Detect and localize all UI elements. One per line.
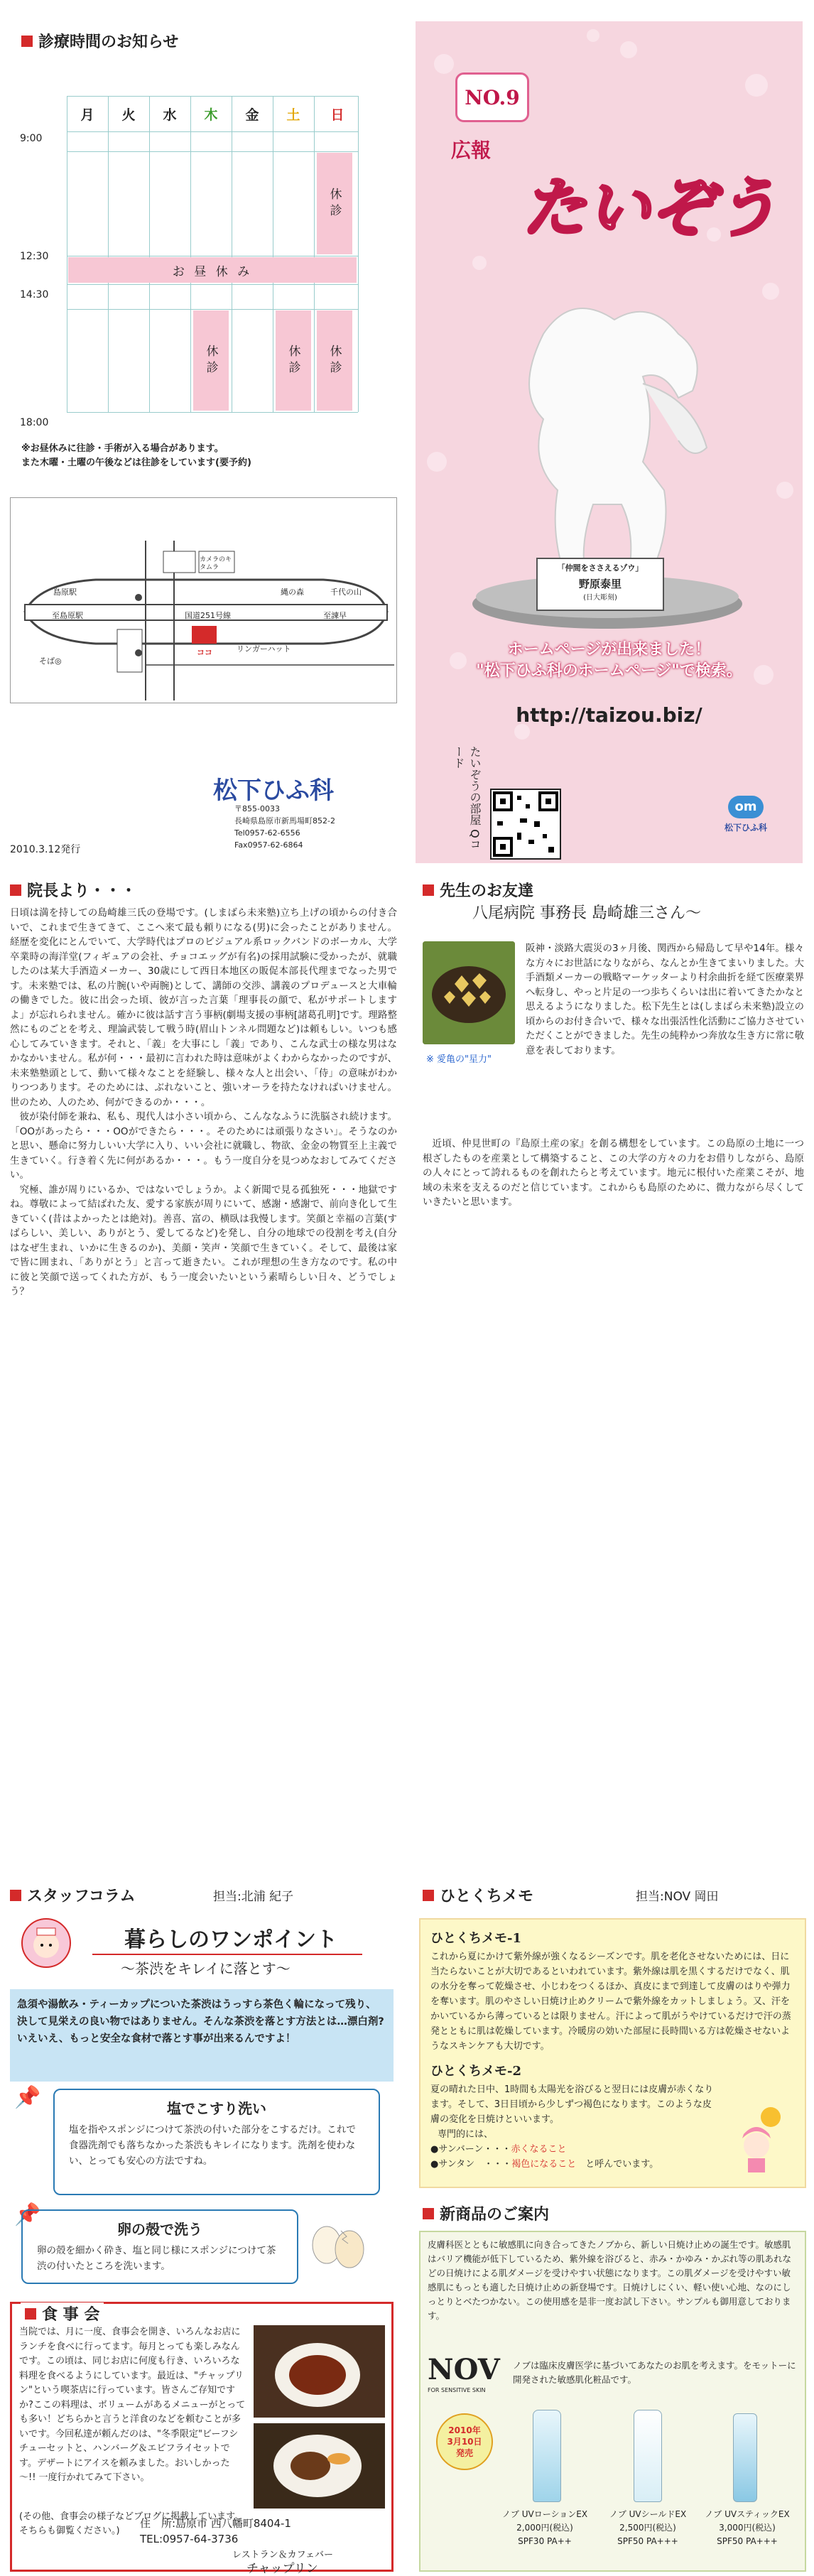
staff-author: 担当:北浦 紀子 xyxy=(213,1890,294,1904)
bullet-square-icon xyxy=(423,884,434,896)
clinic-postal: 〒855-0033 xyxy=(234,804,280,813)
map-label: 島原駅 xyxy=(53,588,77,597)
grid-line xyxy=(190,96,191,412)
product-name: ノブ UVシールドEX xyxy=(609,2509,687,2519)
sun-girl-graphic xyxy=(728,2103,792,2174)
friend-subheading: 八尾病院 事務長 島崎雄三さん～ xyxy=(472,904,701,922)
statue-plaque xyxy=(536,558,664,611)
product-bottle-1-icon xyxy=(533,2410,561,2502)
memo2-item-prefix: ●サンタン ・・・ xyxy=(430,2159,512,2170)
memo1-title: ひとくちメモ-1 xyxy=(430,1931,521,1946)
memo2-tail: と呼んでいます。 xyxy=(585,2159,659,2170)
issue-number-badge: NO.9 xyxy=(455,72,529,122)
om-logo-icon: om xyxy=(728,796,764,818)
memo2-list-head: 専門的には、 xyxy=(438,2129,494,2140)
shop-info xyxy=(140,2516,291,2547)
director-body xyxy=(10,906,397,1847)
director-heading: 院長より・・・ xyxy=(10,879,136,901)
stew-plate-image xyxy=(254,2325,385,2418)
plaque-sub: (日大彫刻) xyxy=(583,594,617,602)
sunday-am-closed: 休診 xyxy=(317,153,352,254)
memo2-item-prefix: ●サンバーン・・・ xyxy=(430,2144,511,2155)
kouhou-label: 広報 xyxy=(451,139,492,162)
product-price: 2,000円(税込) xyxy=(516,2523,573,2533)
time-label: 14:30 xyxy=(20,289,49,301)
product-spf: SPF50 PA+++ xyxy=(717,2536,778,2546)
bullet-square-icon xyxy=(10,1890,21,1901)
announce-line: "松下ひふ科のホームページ"で検索。 xyxy=(476,662,742,680)
issue-date: 2010.3.12発行 xyxy=(10,844,81,855)
map-label: カメラのキタムラ xyxy=(200,556,232,571)
day-mon: 月 xyxy=(80,107,94,123)
pushpin-icon: 📌 xyxy=(14,2085,41,2110)
tip1-body: 塩を指やスポンジにつけて茶渋の付いた部分をこするだけ。これで食器洗剤でも落ちなかった茶渋もキレイになります。洗剤を使わない、とっても安心の方法ですね。 xyxy=(69,2124,356,2167)
map-here-label: ココ xyxy=(197,648,212,657)
schedule-note: また木曜・土曜の午後などは往診をしています(要予約) xyxy=(21,458,251,468)
cover-panel xyxy=(416,21,803,863)
staff-subtitle: ～茶渋をキレイに落とす～ xyxy=(121,1960,291,1977)
day-wed: 水 xyxy=(163,107,177,123)
plaque-name: 野原泰里 xyxy=(578,578,622,590)
product-name: ノブ UVスティックEX xyxy=(705,2509,790,2519)
nurse-illustration-icon xyxy=(21,1918,71,1968)
memo2-body: 夏の晴れた日中、1時間も太陽光を浴びると翌日には皮膚が赤くなります。そして、3日目頃から少しずつ褐色になります。このような皮膚の変化を日焼けといいます。 xyxy=(430,2084,714,2125)
clinic-tel: Tel0957-62-6556 xyxy=(234,828,300,838)
tip1-box xyxy=(53,2089,380,2195)
bullet-square-icon xyxy=(423,2208,434,2219)
access-map xyxy=(10,497,397,703)
map-graphic xyxy=(11,498,398,704)
director-paragraph: 彼が染付師を兼ね、私も、現代人は小さい頃から、こんななふうに洗脳され続けます。「OOがあったら・・・OOができたら・・・。そのためには頑張りなさい」。そうなのかと思い、懸命に努力しいい大学に入り、いい会社に就職し、物欲、金金の物質至上主義で生きていく。行き着く先に何があるか・・・。もう一度自分を見つめなおしてみてください。 xyxy=(10,1111,397,1181)
tip2-box xyxy=(21,2209,298,2284)
director-paragraph: 究極、誰が周りにいるか、ではないでしょうか。よく新聞で見る孤独死・・・地獄ですね。尊敬によって結ばれた友、愛する家族が周りにいて、感謝・感謝で、前向き化して生きていく(昔はよかったとは絶対)。善喜、富の、横臥は我慢します。笑顔と幸福の言葉(すばらしい、美しい、ありがとう、愛してるなど)を発し、自分の地球での役割を考え(自分はなぜ生まれ、いかに生きるのか)、美顔・笑声・笑顔で生きていく。そして、最後は家で皆に囲まれ、「ありがとう」と言って逝きたい。これが理想の生き方なのです。私の中に彼と笑顔で送ってくれた方が、もう一度会いたいという素晴らしい日々、どうでしょう？ xyxy=(10,1184,397,1297)
hitokuchi-heading: ひとくちメモ xyxy=(423,1884,533,1906)
map-label: そば◎ xyxy=(39,656,62,666)
clinic-name: 松下ひふ科 xyxy=(213,776,334,805)
thursday-pm-closed: 休診 xyxy=(193,310,229,411)
memo2-item-term: 赤くなること xyxy=(511,2144,567,2155)
shop-name: チャップリン xyxy=(246,2562,318,2576)
director-paragraph: 日頃は満を持しての島崎雄三氏の登場です。(しまばら未来塾)立ち上げの頃からの付き合いで、これまで生きてきて、ここへ来て最も頼りになる(男)に会ったことがありません。経歴を変化にとんでいて、大学時代はプロのビジュアル系ロックバンドのボーカル、大学卒業時の海洋堂(フィギュアの会社、チョコエッグが有名)の採用試験に受かったが、就職したのは某大手酒造メーカー、30歳にして西日本地区の販促本部長代理までなった男です。未来塾では、私の片腕(いや両腕)として、講師の交渉、講義のプロデュースと大車輪の働きでした。彼に出会った頃、彼が言った言葉「理事長の顔で、私がサポートしますよ」が忘れられません。確かに彼は話す言う事柄(劇場支援の事柄[諸葛孔明]です。理路整然にものごとを考え、理論武装して戦う時(眉山トンネル問題など)は頼もしい。いつも感心してみていきます。それと、「義」を大事にし「義」であり、こんな武士の様な男はなかなかいません。私が何・・・最初に言われた時は意味がよくわからなかったのですが、未来塾塾頭として、動いて様々なことを経験し、様々な人と出会い、「侍」の意味がわかりつつあります。そのためには、ぶれないこと、強いオーラを持たなければいけません。世のため、人のため、何ができるのか・・・。 xyxy=(10,907,397,1108)
schedule-notes xyxy=(21,442,251,470)
release-date-badge xyxy=(436,2413,493,2470)
eggs-illustration-icon xyxy=(305,2209,373,2273)
bullet-square-icon xyxy=(21,36,33,47)
tip1-title: 塩でこすり洗い xyxy=(167,2100,266,2117)
grid-line xyxy=(67,412,358,413)
clinic-fax: Fax0957-62-6864 xyxy=(234,840,303,850)
memo2-item-term: 褐色になること xyxy=(511,2159,577,2170)
product-bottle-2-icon xyxy=(634,2410,662,2502)
time-label: 18:00 xyxy=(20,417,49,428)
nov-brand-sub: FOR SENSITIVE SKIN xyxy=(428,2387,486,2393)
shop-tel: TEL:0957-64-3736 xyxy=(140,2533,239,2545)
qr-pattern xyxy=(492,790,560,858)
shop-type: レストラン＆カフェバー xyxy=(232,2550,333,2560)
product-bottle-3-icon xyxy=(733,2413,757,2502)
bullet-square-icon xyxy=(25,2308,36,2320)
grid-line xyxy=(358,96,359,412)
product-price: 3,000円(税込) xyxy=(719,2523,776,2533)
day-thu: 木 xyxy=(204,107,218,123)
product-item xyxy=(591,2508,705,2548)
badge-line: 2010年 xyxy=(448,2425,481,2435)
time-label: 9:00 xyxy=(20,133,43,144)
nov-brand-logo: NOV xyxy=(428,2353,500,2386)
food-photo-1 xyxy=(254,2325,385,2418)
qr-caption: たいぞうの部屋 Qコード xyxy=(452,746,482,850)
day-sat: 土 xyxy=(286,107,300,123)
products-box xyxy=(419,2231,806,2572)
qr-code-icon[interactable] xyxy=(490,789,561,860)
friend-heading: 先生のお友達 xyxy=(423,879,533,901)
nov-description: ノブは臨床皮膚医学に基づいてあなたのお肌を考えます。をモットーに開発された敏感肌化粧品です。 xyxy=(513,2360,796,2385)
map-label: リンガーハット xyxy=(237,644,291,654)
food-body: 当院では、月に一度、食事会を開き、いろんなお店にランチを食べに行ってます。毎月とっても楽しみなんです。この頃は、同じお店に何度も行き、いろいろな料理を食べるようにしています。最近は、"チャップリン"という喫茶店に行っています。皆さんご存知ですか?ここの料理は、ボリュームがあるメニューがとっても多い！どちらかと言うと洋食のなどを頼むことが多いです。今回私達が頼んだのは、"冬季限定"ビーフシチューセットと、ハンバーグ＆エビフライセットです。デザートにアイスを頼みました。おいしかった～!! 一度行かれてみて下さい。 xyxy=(19,2327,246,2483)
time-label: 12:30 xyxy=(20,251,49,262)
cover-title-logo: たいぞう xyxy=(522,171,778,246)
grid-line xyxy=(314,96,315,412)
announce-line: ホームページが出来ました！ xyxy=(507,641,711,659)
friend-body-bottom: 近頃、仲見世町の『島原土産の家』を創る構想をしています。この島原の土地に一つ根ざしたものを産業として構築すること、この大学の方々の力をお借りしながら、島原の人々にとって誇れるものを創れたらと考えています。地元に根付いた産業こそが、地域の未来を支えるのだと信じています。これからも島原のために、微力ながら尽くしていきたいと思います。 xyxy=(423,1138,804,1208)
grid-line xyxy=(149,96,150,412)
nurse-face xyxy=(23,1920,70,1966)
products-intro: 皮膚科医とともに敏感肌に向き合ってきたノブから、新しい日焼け止めの誕生です。敏感肌はバリア機能が低下しているため、紫外線を浴びると、赤み・かゆみ・かぶれ等の肌あれなどの日焼けによる肌ダメージを受けやすい状態になります。この肌ダメージを受けやすい敏感肌にもっとも適した日焼け止めの新登場です。日焼けしにくい、軽い使い心地、なのにしっとりとベたつかない。この使用感を是非一度お試し下さい。サンプルも御用意しております。 xyxy=(428,2239,792,2321)
food-box xyxy=(10,2302,394,2576)
cover-clinic-logo xyxy=(714,796,778,833)
staff-intro: 急須や湯飲み・ティーカップについた茶渋はうっすら茶色く輪になって残り、決して見栄えの良い物ではありません。そんな茶渋を落とす方法とは…漂白剤?いえいえ、もっと安全な食材で落とす事が出来るんですよ！ xyxy=(10,1989,394,2082)
divider xyxy=(92,1954,362,1955)
plaque-title: 「仲間をささえるゾウ」 xyxy=(557,563,644,573)
eggs-graphic xyxy=(305,2209,373,2273)
products-heading: 新商品のご案内 xyxy=(423,2202,549,2224)
tortoise-photo xyxy=(423,941,515,1044)
schedule-note: ※お昼休みに往診・手術が入る場合があります。 xyxy=(21,443,224,454)
cover-logo-text: 松下ひふ科 xyxy=(724,823,767,833)
memo1-body: これから夏にかけて紫外線が強くなるシーズンです。肌を老化させないためには、日に当たらないことが大切であるといわれています。紫外線は肌を黒くするだけでなく、肌の水分を奪って乾燥させ、小じわをつくるほか、真皮にまで到達して皮膚のはりや弾力を奪います。肌のやさしい日焼け止めクリームで紫外線をカットしましょう。又、汗をかいているから薄っているとは限りません。汗によって肌がうやけているだけで汗の蒸発とともに肌は乾燥しています。冷暖房の効いた部屋に長時間いる方は乾燥させないようなスキンケアも大切です。 xyxy=(430,1952,791,2052)
bullet-square-icon xyxy=(10,884,21,896)
day-fri: 金 xyxy=(245,107,259,123)
staff-title: 暮らしのワンポイント xyxy=(124,1927,337,1952)
map-label: 千代の山 xyxy=(330,588,362,597)
sunday-pm-closed: 休診 xyxy=(317,310,352,411)
shop-address: 住 所:島原市 西八幡町8404-1 xyxy=(140,2517,291,2530)
day-sun: 日 xyxy=(330,107,344,123)
lunch-break-bar: お 昼 休 み xyxy=(68,257,357,283)
clinic-address-block xyxy=(234,803,335,851)
hamburg-plate-image xyxy=(254,2423,385,2509)
homepage-announcement xyxy=(416,639,803,682)
product-name: ノブ UVローションEX xyxy=(501,2509,588,2519)
tortoise-caption: ※ 愛亀の"星力" xyxy=(426,1054,492,1065)
schedule-heading: 診療時間のお知らせ xyxy=(21,30,178,52)
staff-heading: スタッフコラム xyxy=(10,1884,136,1906)
bullet-square-icon xyxy=(423,1890,434,1901)
product-spf: SPF30 PA++ xyxy=(518,2536,572,2546)
map-label: 縄の森 xyxy=(281,588,304,597)
map-label: 至島原駅 xyxy=(52,611,83,620)
badge-line: 3月10日 xyxy=(447,2437,482,2447)
tip2-title: 卵の殻で洗う xyxy=(117,2221,202,2238)
product-item xyxy=(690,2508,804,2548)
tip2-body: 卵の殻を細かく砕き、塩と同じ様にスポンジにつけて茶渋の付いたところを洗います。 xyxy=(37,2245,276,2272)
food-heading: 食 事 会 xyxy=(21,2302,104,2325)
hitokuchi-author: 担当:NOV 岡田 xyxy=(636,1890,719,1904)
day-tue: 火 xyxy=(121,107,136,123)
map-label: 至諫早 xyxy=(323,611,347,620)
map-label: 国道251号線 xyxy=(185,611,231,620)
schedule-table xyxy=(10,96,358,437)
sun-girl-illustration-icon xyxy=(728,2103,792,2174)
pushpin-blue-icon: 📌 xyxy=(14,2202,41,2227)
saturday-pm-closed: 休診 xyxy=(276,310,311,411)
product-price: 2,500円(税込) xyxy=(619,2523,676,2533)
badge-line: 発売 xyxy=(455,2448,473,2458)
homepage-url[interactable]: http://taizou.biz/ xyxy=(516,703,702,727)
tortoise-image xyxy=(423,941,515,1044)
memo2-title: ひとくちメモ-2 xyxy=(430,2064,521,2079)
food-tail: (その他、食事会の様子などブログに掲載しています。そちらも御覧ください。) xyxy=(19,2511,244,2536)
friend-body-top: 阪神・淡路大震災の3ヶ月後、関西から帰島して早や14年。様々な方々にお世話になりながら、なんとか生きてまいりました。大手酒類メーカーの戦略マーケッターより村余曲折を経て医療業界へ転身し、やっと片足の一つ歩ちくらいは出に着いてきたかなと思えるようになりました。松下先生とは(しまばら未来塾)設立の頃からのお付き合いで、様々な出張活性化活動にご協力させていただくことができました。先生の純粋かつ奔放な生き方に常に敬意を表しております。 xyxy=(526,943,804,1056)
product-item xyxy=(488,2508,602,2548)
clinic-address: 長崎県島原市新馬場町852-2 xyxy=(234,816,335,826)
grid-line xyxy=(108,96,109,412)
product-spf: SPF50 PA+++ xyxy=(617,2536,678,2546)
food-photo-2 xyxy=(254,2423,385,2509)
